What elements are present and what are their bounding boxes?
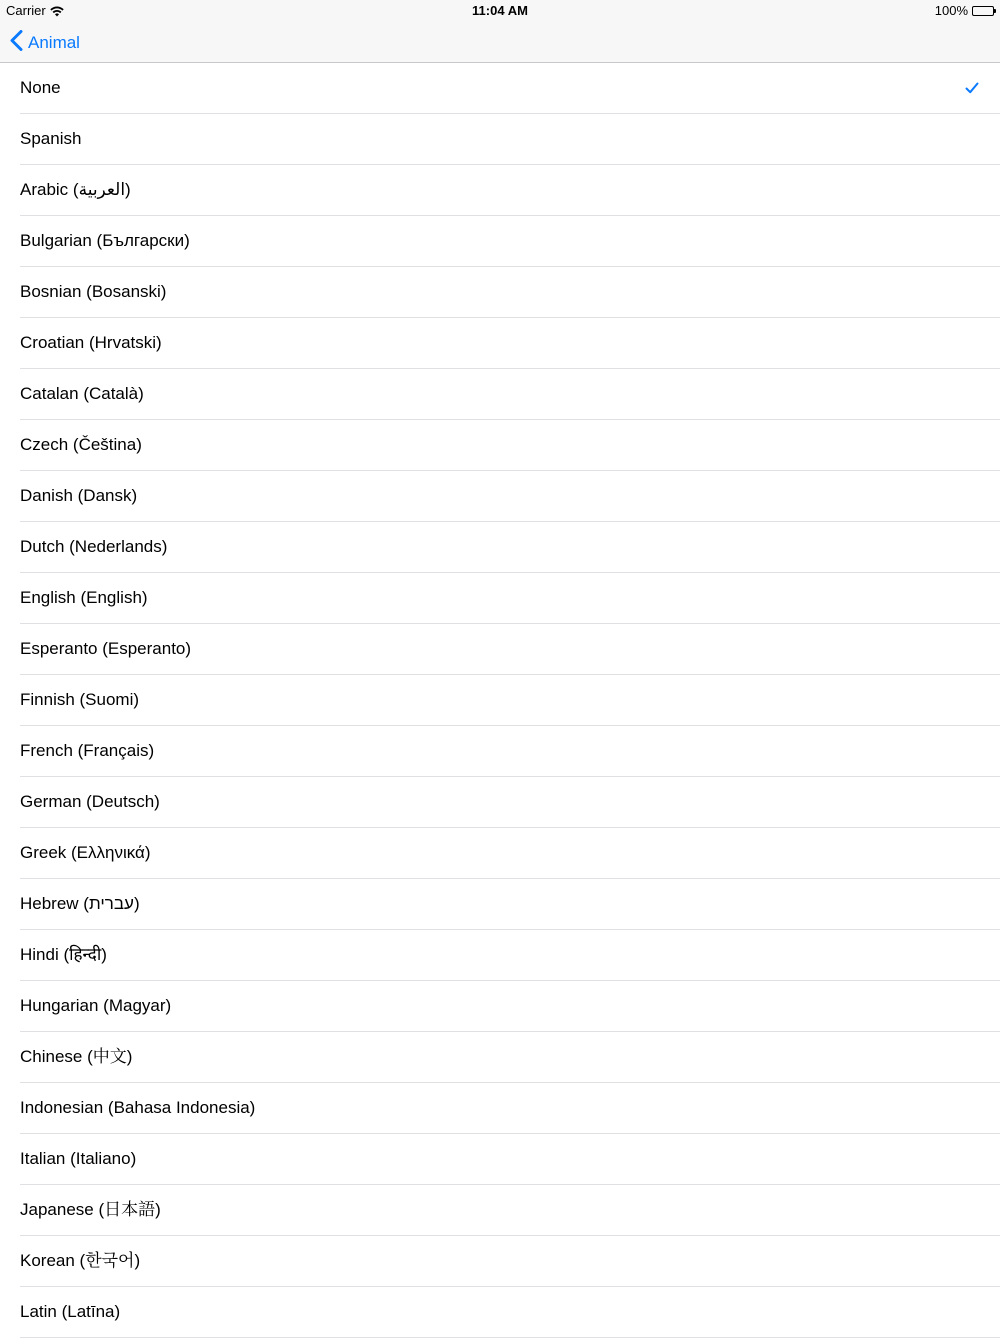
language-label: Korean (한국어) bbox=[20, 1251, 141, 1270]
battery-percent: 100% bbox=[934, 3, 968, 18]
language-row[interactable] bbox=[0, 165, 1000, 216]
language-row[interactable] bbox=[0, 267, 1000, 318]
language-row[interactable] bbox=[0, 522, 1000, 573]
language-label: Latin (Latīna) bbox=[20, 1302, 121, 1321]
language-row[interactable] bbox=[0, 63, 1000, 114]
language-row[interactable] bbox=[0, 216, 1000, 267]
language-row[interactable] bbox=[0, 471, 1000, 522]
language-row[interactable] bbox=[0, 981, 1000, 1032]
language-row[interactable] bbox=[0, 726, 1000, 777]
language-list bbox=[0, 63, 1000, 1338]
language-label: Japanese (日本語) bbox=[20, 1200, 161, 1219]
language-row[interactable] bbox=[0, 1134, 1000, 1185]
language-label: Finnish (Suomi) bbox=[20, 690, 140, 709]
back-button[interactable] bbox=[10, 30, 80, 56]
language-label: Bosnian (Bosanski) bbox=[20, 282, 167, 301]
language-row[interactable] bbox=[0, 1236, 1000, 1287]
language-label: English (English) bbox=[20, 588, 148, 607]
language-label: Arabic (العربية) bbox=[20, 180, 131, 199]
language-row[interactable] bbox=[0, 1032, 1000, 1083]
language-row[interactable] bbox=[0, 573, 1000, 624]
language-row[interactable] bbox=[0, 879, 1000, 930]
language-label: Czech (Čeština) bbox=[20, 435, 142, 454]
language-row[interactable] bbox=[0, 420, 1000, 471]
language-row[interactable] bbox=[0, 318, 1000, 369]
status-right bbox=[935, 3, 994, 18]
status-time: 11:04 AM bbox=[472, 3, 528, 18]
navigation-bar bbox=[0, 22, 1000, 63]
language-label: Spanish bbox=[20, 129, 82, 148]
chevron-left-icon bbox=[10, 30, 28, 56]
language-row[interactable] bbox=[0, 624, 1000, 675]
language-row[interactable] bbox=[0, 675, 1000, 726]
language-row[interactable] bbox=[0, 1185, 1000, 1236]
checkmark-icon bbox=[965, 81, 979, 95]
language-row[interactable] bbox=[0, 369, 1000, 420]
language-label: Catalan (Català) bbox=[20, 384, 144, 403]
language-label: Chinese (中文) bbox=[20, 1047, 133, 1066]
language-label: Hindi (हिन्दी) bbox=[20, 945, 107, 964]
language-row[interactable] bbox=[0, 1083, 1000, 1134]
language-row[interactable] bbox=[0, 777, 1000, 828]
language-label: German (Deutsch) bbox=[20, 792, 160, 811]
language-label: Dutch (Nederlands) bbox=[20, 537, 168, 556]
language-label: Hebrew (עברית) bbox=[20, 894, 140, 913]
back-label: Animal bbox=[28, 33, 80, 52]
status-bar bbox=[0, 0, 1000, 22]
language-row[interactable] bbox=[0, 828, 1000, 879]
language-label: Greek (Ελληνικά) bbox=[20, 843, 151, 862]
language-row[interactable] bbox=[0, 1287, 1000, 1338]
language-label: Croatian (Hrvatski) bbox=[20, 333, 162, 352]
language-label: Indonesian (Bahasa Indonesia) bbox=[20, 1098, 256, 1117]
language-label: Bulgarian (Български) bbox=[20, 231, 190, 250]
language-label: None bbox=[20, 78, 61, 97]
language-label: French (Français) bbox=[20, 741, 155, 760]
language-row[interactable] bbox=[0, 114, 1000, 165]
language-label: Italian (Italiano) bbox=[20, 1149, 137, 1168]
language-label: Danish (Dansk) bbox=[20, 486, 138, 505]
language-label: Hungarian (Magyar) bbox=[20, 996, 172, 1015]
language-row[interactable] bbox=[0, 930, 1000, 981]
battery-icon bbox=[972, 6, 994, 16]
language-label: Esperanto (Esperanto) bbox=[20, 639, 192, 658]
carrier-label: Carrier bbox=[6, 3, 46, 18]
